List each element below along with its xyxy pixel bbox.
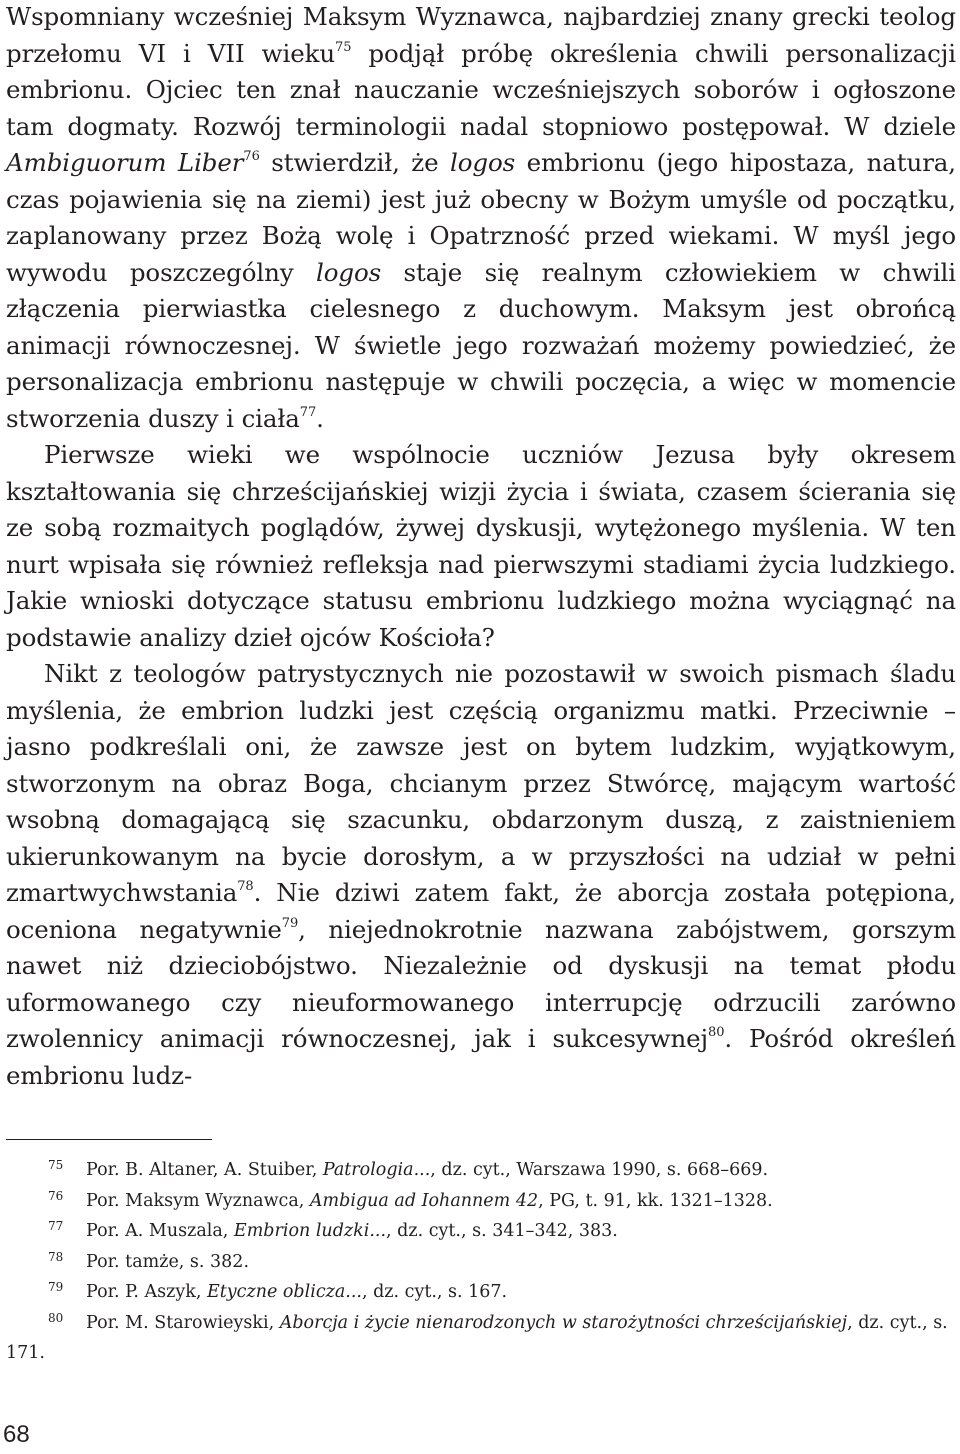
italic-title: Patrologia... [322, 1160, 431, 1180]
text-run: Por. Maksym Wyznawca, [86, 1190, 310, 1211]
text-run: , niejednokrotnie nazwana zabójstwem, gorszym nawet niż dzieciobójstwo. Niezależnie od dyskusji na temat płodu uformowanego czy nieuformowanego interrupcję odrzucili zarówno zwolennicy animacji równoczesnej, jak i sukcesywnej [6, 914, 956, 1053]
paragraph [6, 656, 956, 1094]
footnote-separator [6, 1139, 212, 1140]
text-run: , dz. cyt., s. 171. [6, 1312, 948, 1363]
footnote-reference: 77 [299, 404, 317, 420]
italic-title: Ambigua ad Iohannem 42 [309, 1190, 539, 1211]
footnote [6, 1248, 958, 1279]
footnote-number: 75 [48, 1158, 64, 1172]
text-run: Wspomniany wcześniej Maksym Wyznawca, najbardziej znany grecki teolog przełomu VI i VII wieku [6, 2, 956, 68]
footnote-reference: 78 [237, 879, 254, 894]
text-run: podjął próbę określenia chwili personalizacji embrionu. Ojciec ten znał nauczanie wcześniejszych soborów i ogłoszone tam dogmaty. Rozwój terminologii nadal stopniowo postępował. W dziele [6, 38, 957, 141]
footnote-number: 77 [48, 1219, 64, 1233]
italic-title: Ambiguorum Liber [6, 148, 244, 177]
italic-title: Etyczne oblicza... [206, 1282, 362, 1302]
footnote-reference: 79 [281, 915, 299, 931]
page-number: 68 [3, 1421, 30, 1448]
footnote-text [6, 1313, 948, 1364]
footnote-text [86, 1252, 249, 1272]
text-run: stwierdził, że [259, 148, 450, 177]
footnote-number: 79 [48, 1280, 64, 1294]
italic-title: Embrion ludzki... [233, 1221, 387, 1241]
footnote-text [86, 1160, 768, 1180]
italic-title: logos [450, 148, 516, 177]
text-run: . Nie dziwi zatem fakt, że aborcja została potępiona, oceniona negatywnie [6, 878, 956, 944]
footnote-number: 80 [48, 1310, 64, 1325]
footnote-number: 78 [48, 1249, 64, 1264]
text-run: staje się realnym człowiekiem w chwili złączenia pierwiastka cielesnego z duchowym. Maksym jest obrońcą animacji równoczesnej. W świetle jego rozważań możemy powiedzieć, że personalizacja embrionu następuje w chwili poczęcia, a więc w momencie stworzenia duszy i ciała [6, 257, 956, 433]
paragraph [6, 437, 956, 656]
text-run: , dz. cyt., s. 167. [361, 1282, 508, 1302]
text-run: Por. A. Muszala, [86, 1221, 234, 1241]
footnote [6, 1278, 958, 1309]
main-text [6, 0, 956, 1094]
footnote-reference: 80 [708, 1025, 725, 1040]
paragraph [6, 0, 956, 437]
text-run: Pierwsze wieki we wspólnocie uczniów Jezusa były okresem kształtowania się chrześcijańskiej wizji życia i świata, czasem ścierania się ze sobą rozmaitych poglądów, żywej dyskusji, wytężonego myślenia. W ten nurt wpisała się również refleksja nad pierwszymi stadiami życia ludzkiego. Jakie wnioski dotyczące statusu embrionu ludzkiego można wyciągnąć na podstawie analizy dzieł ojców Kościoła? [6, 440, 956, 652]
footnote-reference: 76 [243, 149, 260, 164]
text-run: Por. B. Altaner, A. Stuiber, [86, 1160, 323, 1180]
text-run: Por. M. Starowieyski, [86, 1312, 280, 1333]
text-run: , dz. cyt., Warszawa 1990, s. 668–669. [430, 1160, 769, 1180]
footnote [6, 1187, 958, 1218]
footnote-number: 76 [48, 1188, 64, 1203]
footnote [6, 1309, 958, 1369]
italic-title: Aborcja i życie nienarodzonych w starożytności chrześcijańskiej [279, 1312, 848, 1333]
footnote-text [86, 1221, 618, 1241]
footnote [6, 1156, 958, 1187]
text-run: . Pośród określeń embrionu ludz- [6, 1024, 956, 1090]
footnotes [6, 1156, 958, 1369]
italic-title: logos [316, 257, 382, 287]
text-run: , dz. cyt., s. 341–342, 383. [386, 1221, 618, 1241]
footnote-reference: 75 [335, 39, 352, 55]
footnote-text [86, 1191, 773, 1211]
text-run: , PG, t. 91, kk. 1321–1328. [538, 1190, 773, 1211]
text-run: embrionu (jego hipostaza, natura, czas pojawienia się na ziemi) jest już obecny w Bożym umyśle od początku, zaplanowany przez Bożą wolę i Opatrzność przed wiekami. W myśl jego wywodu poszczególny [6, 148, 956, 287]
footnote [6, 1217, 958, 1248]
text-run: Por. tamże, s. 382. [86, 1251, 250, 1272]
footnote-text [86, 1282, 507, 1302]
text-run: . [316, 403, 324, 433]
text-run: Por. P. Aszyk, [86, 1282, 207, 1302]
text-run: Nikt z teologów patrystycznych nie pozostawił w swoich pismach śladu myślenia, że embrion ludzki jest częścią organizmu matki. Przeciwnie – jasno podkreślali oni, że zawsze jest on bytem ludzkim, wyjątkowym, stworzonym na obraz Boga, chcianym przez Stwórcę, mającym wartość wsobną domagającą się szacunku, obdarzonym duszą, z zaistnieniem ukierunkowanym na bycie dorosłym, a w przyszłości na udział w pełni zmartwychwstania [6, 659, 956, 907]
